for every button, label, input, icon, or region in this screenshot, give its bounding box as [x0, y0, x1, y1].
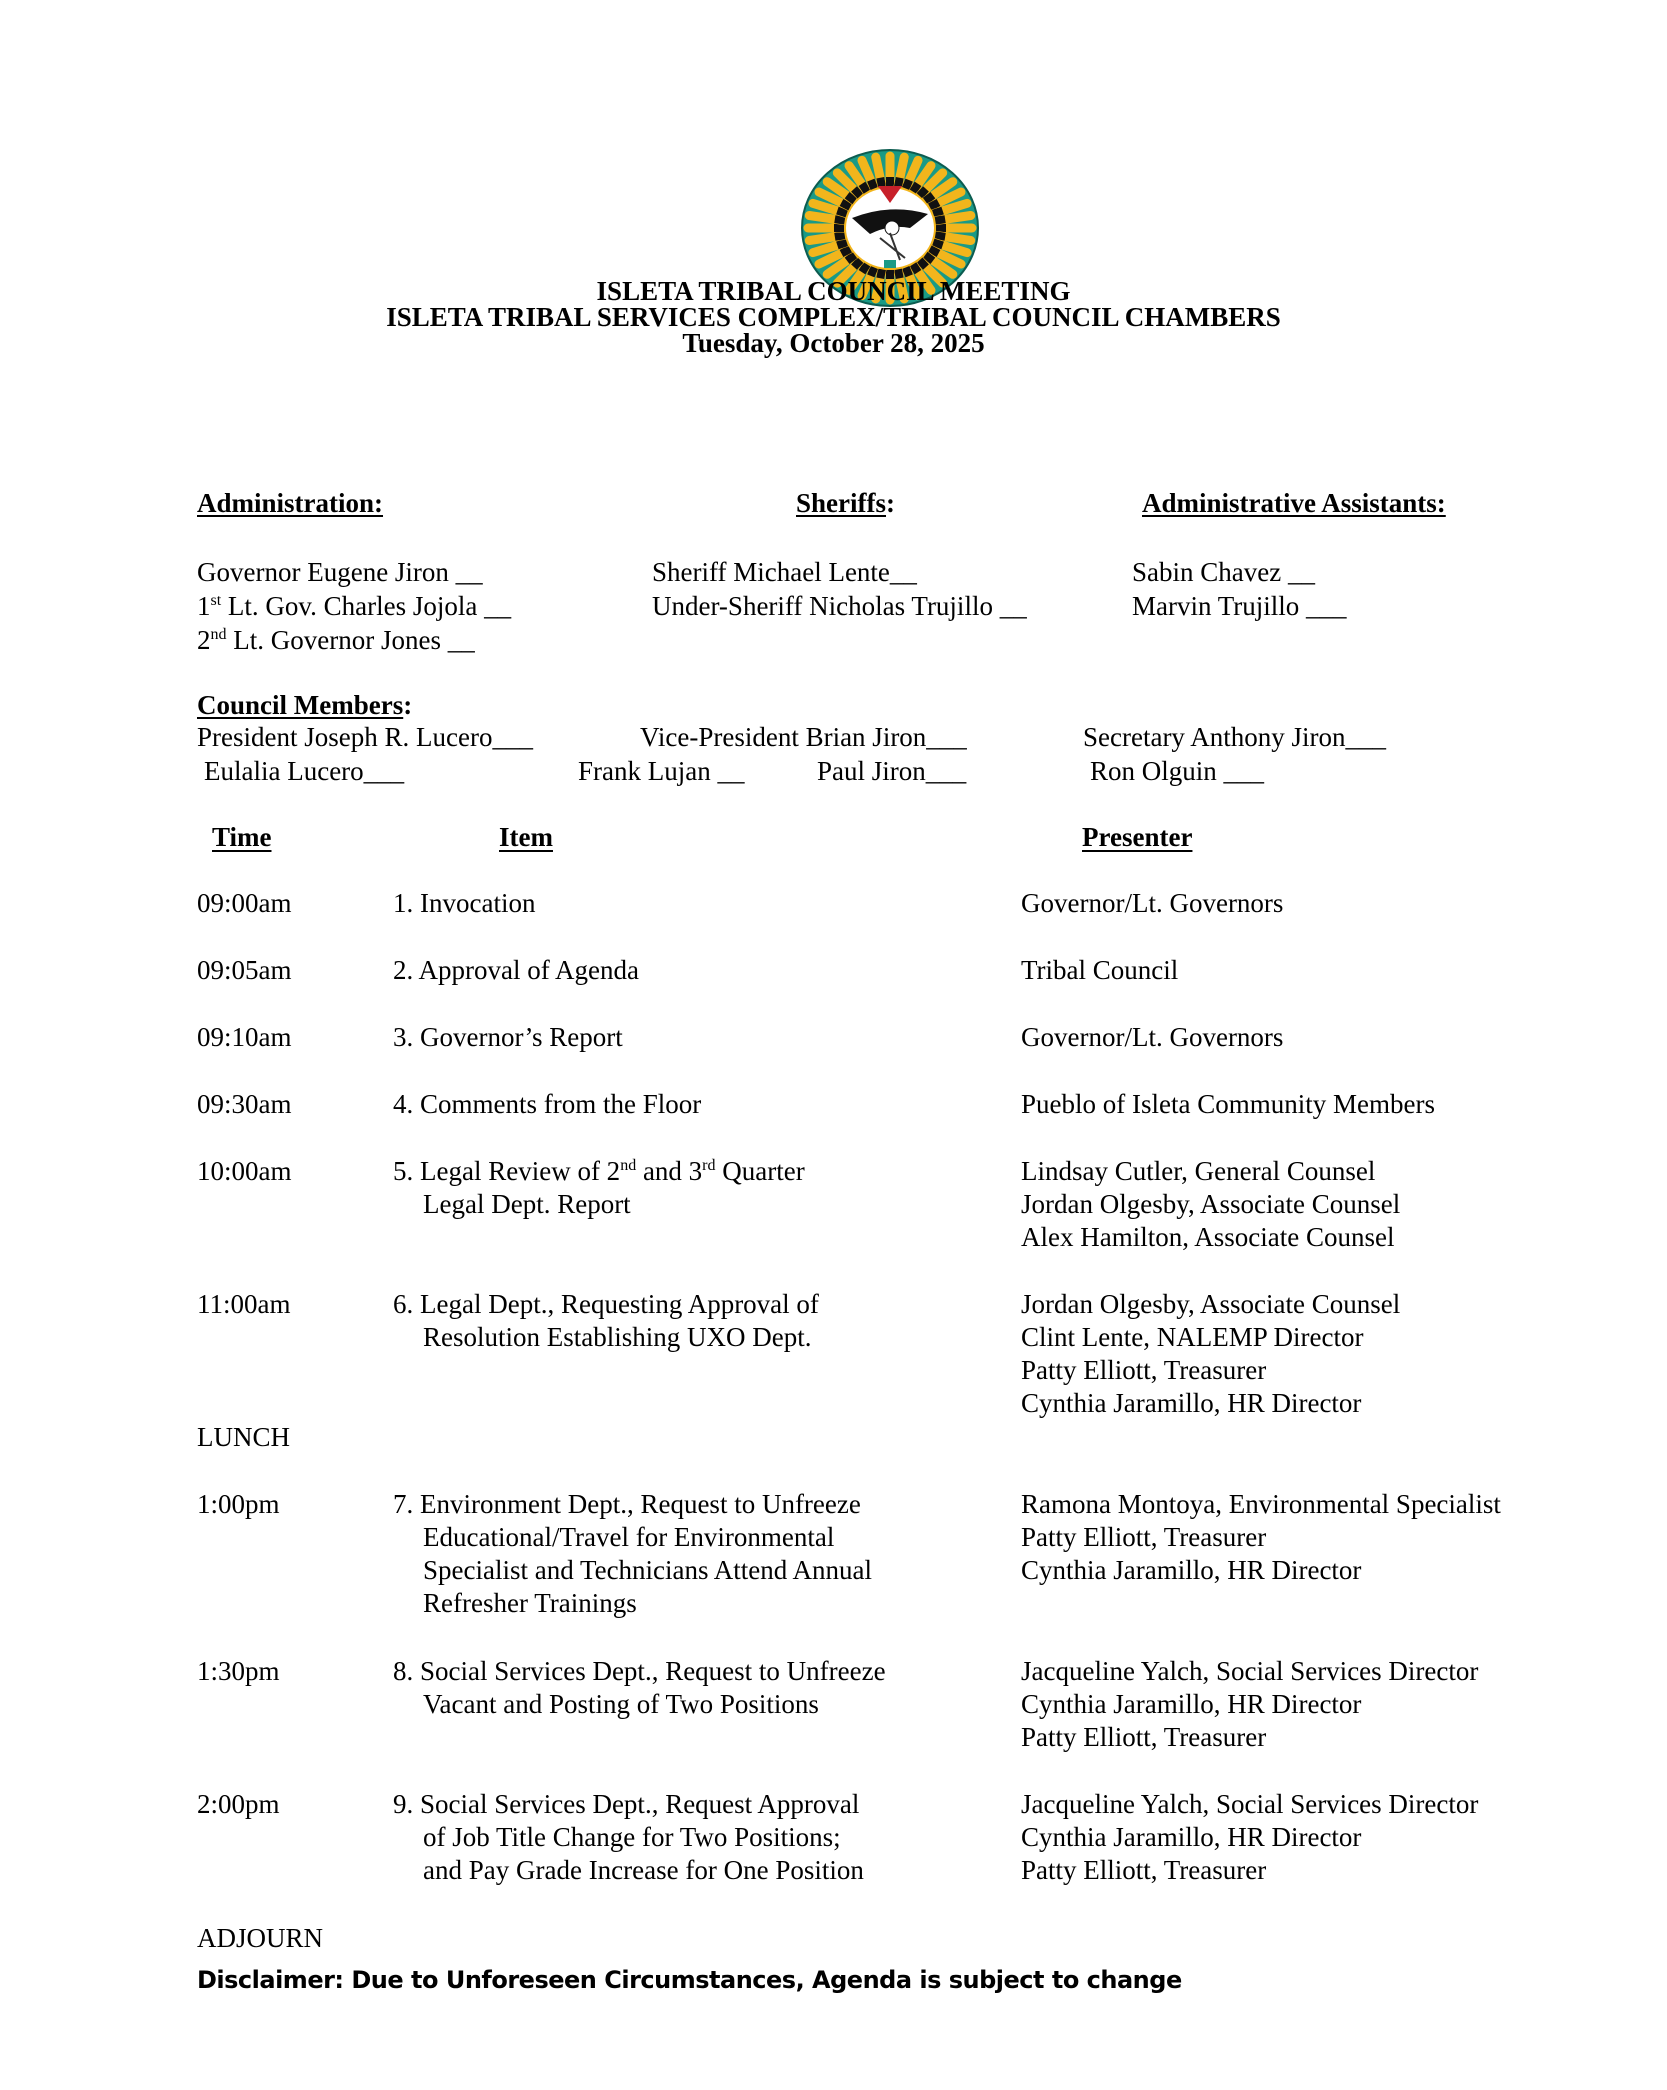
council-member: Vice-President Brian Jiron___ — [640, 722, 967, 752]
item-text-part: Quarter — [715, 1156, 805, 1186]
agenda-time: 11:00am — [197, 1289, 291, 1319]
agenda-presenter: Jordan Olgesby, Associate Counsel — [1021, 1289, 1401, 1319]
council-heading — [197, 690, 412, 721]
agenda-item-text: of Job Title Change for Two Positions; — [423, 1822, 841, 1852]
agenda-time: 09:30am — [197, 1089, 292, 1119]
seal-feather-tip — [880, 178, 882, 187]
sheriffs-heading-colon: : — [886, 488, 895, 518]
assistants-heading: Administrative Assistants: — [1142, 488, 1446, 518]
column-header-item: Item — [499, 822, 553, 852]
seal-feather-tip — [930, 249, 939, 254]
admin-member — [197, 590, 511, 623]
council-member: President Joseph R. Lucero___ — [197, 722, 533, 752]
ordinal-number: 2 — [197, 625, 211, 655]
agenda-item-text: 7. Environment Dept., Request to Unfreeze — [393, 1489, 861, 1519]
meeting-location: ISLETA TRIBAL SERVICES COMPLEX/TRIBAL COUNCIL CHAMBERS — [386, 302, 1281, 332]
agenda-item-text: 4. Comments from the Floor — [393, 1089, 702, 1119]
agenda-item-text: and Pay Grade Increase for One Position — [423, 1855, 864, 1885]
agenda-presenter: Pueblo of Isleta Community Members — [1021, 1089, 1435, 1119]
ordinal-suffix: st — [210, 592, 222, 609]
agenda-item-text: 8. Social Services Dept., Request to Unfreeze — [393, 1656, 886, 1686]
seal-feather-tip — [925, 195, 933, 201]
agenda-presenter: Patty Elliott, Treasurer — [1021, 1722, 1267, 1752]
agenda-presenter: Cynthia Jaramillo, HR Director — [1021, 1689, 1362, 1719]
council-heading-colon: : — [403, 690, 413, 720]
agenda-presenter: Alex Hamilton, Associate Counsel — [1021, 1222, 1395, 1252]
agenda-presenter: Patty Elliott, Treasurer — [1021, 1855, 1267, 1885]
sheriffs-heading — [796, 488, 895, 519]
sheriffs-heading-text: Sheriffs — [796, 488, 886, 518]
seal-feather-tip — [913, 264, 918, 272]
agenda-time: 09:10am — [197, 1022, 292, 1052]
seal-feather-tip — [862, 264, 867, 272]
agenda-time: 09:05am — [197, 955, 292, 985]
agenda-presenter: Patty Elliott, Treasurer — [1021, 1522, 1267, 1552]
agenda-presenter: Governor/Lt. Governors — [1021, 1022, 1284, 1052]
seal-feather-tip — [847, 195, 855, 201]
agenda-time: 09:00am — [197, 888, 292, 918]
agenda-item-text: 2. Approval of Agenda — [393, 955, 639, 985]
agenda-time: 2:00pm — [197, 1789, 280, 1819]
seal-feather-tip — [920, 189, 926, 196]
agenda-item-text: Vacant and Posting of Two Positions — [423, 1689, 819, 1719]
seal-feather-tip — [862, 184, 867, 192]
agenda-item-text — [393, 1155, 805, 1188]
seal-feather-tip — [906, 267, 909, 275]
council-member: Ron Olguin ___ — [1090, 756, 1265, 786]
agenda-time: 1:30pm — [197, 1656, 280, 1686]
seal-feather-tip — [854, 189, 860, 196]
agenda-presenter: Ramona Montoya, Environmental Specialist — [1021, 1489, 1501, 1519]
council-member: Secretary Anthony Jiron___ — [1083, 722, 1386, 752]
seal-feather-tip — [898, 178, 900, 187]
council-member: Paul Jiron___ — [817, 756, 967, 786]
seal-feather-tip — [847, 255, 855, 261]
admin-member-name: Governor Eugene Jiron __ — [197, 557, 483, 587]
agenda-presenter: Governor/Lt. Governors — [1021, 888, 1284, 918]
council-heading-text: Council Members — [197, 690, 404, 720]
assistant-member: Sabin Chavez __ — [1132, 557, 1315, 587]
sheriff-member: Sheriff Michael Lente__ — [652, 557, 917, 587]
meeting-date: Tuesday, October 28, 2025 — [682, 328, 985, 358]
seal-feather-tip — [935, 219, 945, 221]
council-member: Eulalia Lucero___ — [204, 756, 405, 786]
agenda-item-text: Resolution Establishing UXO Dept. — [423, 1322, 812, 1352]
seal-feather-tip — [913, 184, 918, 192]
adjourn: ADJOURN — [197, 1923, 324, 1953]
seal-feather-tip — [835, 235, 845, 237]
meeting-title: ISLETA TRIBAL COUNCIL MEETING — [596, 276, 1071, 306]
council-member: Frank Lujan __ — [578, 756, 745, 786]
seal-feather-tip — [835, 219, 845, 221]
agenda-presenter: Lindsay Cutler, General Counsel — [1021, 1156, 1376, 1186]
lunch-break: LUNCH — [197, 1422, 290, 1452]
seal-feather-tip — [842, 249, 851, 254]
assistant-member: Marvin Trujillo ___ — [1132, 591, 1347, 621]
seal-feather-tip — [933, 211, 942, 214]
seal-feather-tip — [871, 180, 874, 188]
agenda-item-text: Legal Dept. Report — [423, 1189, 631, 1219]
agenda-presenter: Cynthia Jaramillo, HR Director — [1021, 1822, 1362, 1852]
admin-member-name: Lt. Governor Jones __ — [226, 625, 475, 655]
seal-feather-tip — [906, 180, 909, 188]
agenda-presenter: Clint Lente, NALEMP Director — [1021, 1322, 1364, 1352]
seal-feather-tip — [925, 255, 933, 261]
agenda-presenter: Cynthia Jaramillo, HR Director — [1021, 1555, 1362, 1585]
seal-feather-tip — [933, 242, 942, 245]
seal-feather-tip — [930, 203, 939, 208]
agenda-time: 1:00pm — [197, 1489, 280, 1519]
agenda-presenter: Jacqueline Yalch, Social Services Director — [1021, 1789, 1479, 1819]
column-header-time: Time — [212, 822, 272, 852]
agenda-item-text: 9. Social Services Dept., Request Approval — [393, 1789, 860, 1819]
item-text-part: and 3 — [636, 1156, 703, 1186]
admin-member-name: Lt. Gov. Charles Jojola __ — [221, 591, 512, 621]
ordinal-suffix: rd — [702, 1157, 716, 1174]
agenda-item-text: Educational/Travel for Environmental — [423, 1522, 835, 1552]
agenda-presenter: Cynthia Jaramillo, HR Director — [1021, 1388, 1362, 1418]
agenda-item-text: Specialist and Technicians Attend Annual — [423, 1555, 873, 1585]
agenda-presenter: Jacqueline Yalch, Social Services Director — [1021, 1656, 1479, 1686]
ordinal-number: 1 — [197, 591, 211, 621]
agenda-presenter: Patty Elliott, Treasurer — [1021, 1355, 1267, 1385]
disclaimer: Disclaimer: Due to Unforeseen Circumstances, Agenda is subject to change — [197, 1966, 1182, 1994]
agenda-item-text: 1. Invocation — [393, 888, 536, 918]
seal-feather-tip — [842, 203, 851, 208]
administration-heading: Administration: — [197, 488, 384, 518]
agenda-presenter: Jordan Olgesby, Associate Counsel — [1021, 1189, 1401, 1219]
agenda-item-text: 3. Governor’s Report — [393, 1022, 623, 1052]
agenda-item-text: Refresher Trainings — [423, 1588, 637, 1618]
seal-feather-tip — [871, 267, 874, 275]
seal-feather-tip — [920, 260, 926, 267]
seal-feather-tip — [854, 260, 860, 267]
column-header-presenter: Presenter — [1082, 822, 1193, 852]
ordinal-suffix: nd — [620, 1157, 637, 1174]
agenda-item-text: 6. Legal Dept., Requesting Approval of — [393, 1289, 819, 1319]
seal-feather-tip — [837, 211, 846, 214]
item-text-part: 5. Legal Review of 2 — [393, 1156, 621, 1186]
agenda-presenter: Tribal Council — [1021, 955, 1179, 985]
sheriff-member: Under-Sheriff Nicholas Trujillo __ — [652, 591, 1027, 621]
admin-member — [197, 556, 483, 589]
admin-member — [197, 624, 475, 657]
seal-feather-tip — [935, 235, 945, 237]
agenda-time: 10:00am — [197, 1156, 292, 1186]
ordinal-suffix: nd — [210, 626, 227, 643]
seal-feather-tip — [837, 242, 846, 245]
